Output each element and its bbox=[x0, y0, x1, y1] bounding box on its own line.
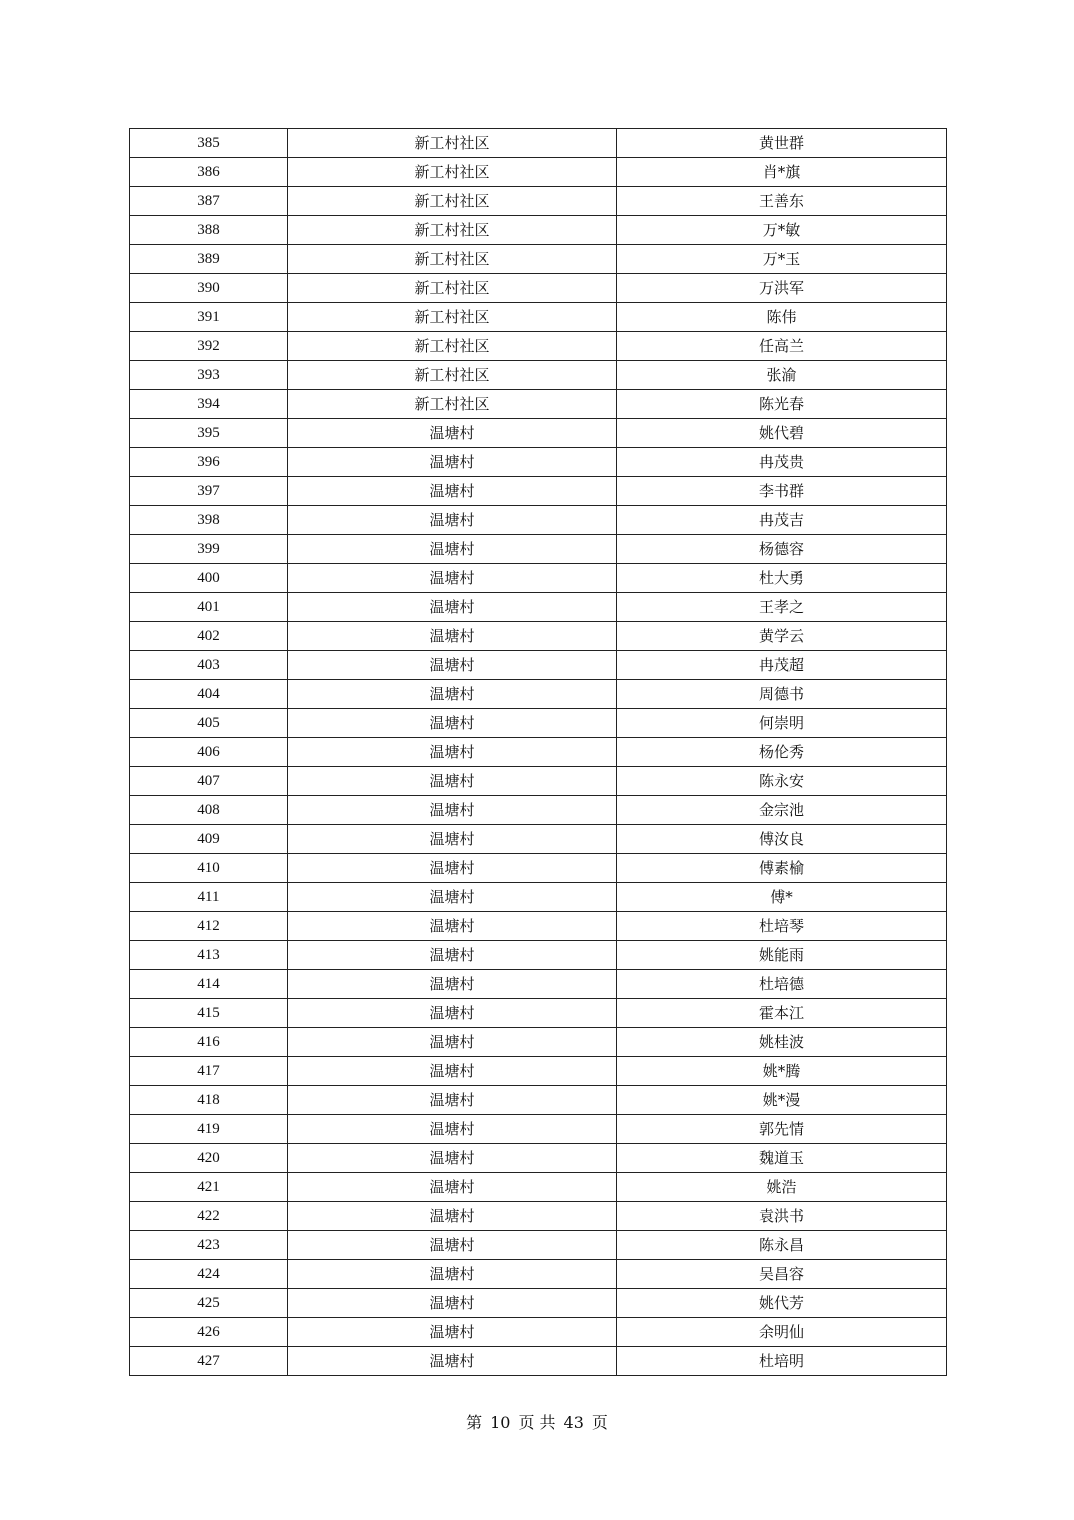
village-cell: 温塘村 bbox=[288, 535, 617, 564]
page-footer bbox=[0, 1410, 1074, 1433]
table-row bbox=[130, 883, 947, 912]
row-number-cell: 416 bbox=[130, 1028, 288, 1057]
row-number-cell: 426 bbox=[130, 1318, 288, 1347]
name-cell: 陈永安 bbox=[617, 767, 947, 796]
row-number-cell: 396 bbox=[130, 448, 288, 477]
village-cell: 温塘村 bbox=[288, 1057, 617, 1086]
village-cell: 温塘村 bbox=[288, 1115, 617, 1144]
row-number-cell: 411 bbox=[130, 883, 288, 912]
name-cell: 姚*腾 bbox=[617, 1057, 947, 1086]
footer-suffix: 页 bbox=[591, 1413, 608, 1432]
name-cell: 冉茂超 bbox=[617, 651, 947, 680]
name-cell: 郭先情 bbox=[617, 1115, 947, 1144]
name-cell: 姚代碧 bbox=[617, 419, 947, 448]
name-cell: 吴昌容 bbox=[617, 1260, 947, 1289]
village-cell: 温塘村 bbox=[288, 854, 617, 883]
village-cell: 温塘村 bbox=[288, 1231, 617, 1260]
village-cell: 温塘村 bbox=[288, 1173, 617, 1202]
name-cell: 陈伟 bbox=[617, 303, 947, 332]
name-cell: 肖*旗 bbox=[617, 158, 947, 187]
table-row bbox=[130, 187, 947, 216]
village-cell: 新工村社区 bbox=[288, 187, 617, 216]
table-row bbox=[130, 1057, 947, 1086]
name-cell: 黄世群 bbox=[617, 129, 947, 158]
row-number-cell: 405 bbox=[130, 709, 288, 738]
table-row bbox=[130, 419, 947, 448]
village-cell: 温塘村 bbox=[288, 1260, 617, 1289]
row-number-cell: 414 bbox=[130, 970, 288, 999]
table-row bbox=[130, 767, 947, 796]
table-row bbox=[130, 1260, 947, 1289]
row-number-cell: 401 bbox=[130, 593, 288, 622]
table-row bbox=[130, 274, 947, 303]
row-number-cell: 410 bbox=[130, 854, 288, 883]
table-row bbox=[130, 796, 947, 825]
row-number-cell: 404 bbox=[130, 680, 288, 709]
name-cell: 姚代芳 bbox=[617, 1289, 947, 1318]
village-cell: 温塘村 bbox=[288, 738, 617, 767]
row-number-cell: 419 bbox=[130, 1115, 288, 1144]
name-cell: 霍本江 bbox=[617, 999, 947, 1028]
village-cell: 温塘村 bbox=[288, 970, 617, 999]
name-cell: 姚*漫 bbox=[617, 1086, 947, 1115]
name-cell: 傅* bbox=[617, 883, 947, 912]
table-row bbox=[130, 738, 947, 767]
name-cell: 姚浩 bbox=[617, 1173, 947, 1202]
name-cell: 金宗池 bbox=[617, 796, 947, 825]
row-number-cell: 417 bbox=[130, 1057, 288, 1086]
row-number-cell: 390 bbox=[130, 274, 288, 303]
village-cell: 温塘村 bbox=[288, 941, 617, 970]
name-cell: 袁洪书 bbox=[617, 1202, 947, 1231]
row-number-cell: 406 bbox=[130, 738, 288, 767]
row-number-cell: 392 bbox=[130, 332, 288, 361]
table-row bbox=[130, 361, 947, 390]
name-cell: 杨伦秀 bbox=[617, 738, 947, 767]
row-number-cell: 399 bbox=[130, 535, 288, 564]
table-row bbox=[130, 1086, 947, 1115]
row-number-cell: 393 bbox=[130, 361, 288, 390]
village-cell: 温塘村 bbox=[288, 506, 617, 535]
table-row bbox=[130, 448, 947, 477]
village-cell: 新工村社区 bbox=[288, 332, 617, 361]
roster-table-body bbox=[130, 129, 947, 1376]
footer-prefix: 第 bbox=[466, 1413, 483, 1432]
village-cell: 新工村社区 bbox=[288, 274, 617, 303]
name-cell: 杜大勇 bbox=[617, 564, 947, 593]
village-cell: 温塘村 bbox=[288, 477, 617, 506]
name-cell: 杨德容 bbox=[617, 535, 947, 564]
village-cell: 温塘村 bbox=[288, 767, 617, 796]
row-number-cell: 422 bbox=[130, 1202, 288, 1231]
table-row bbox=[130, 1115, 947, 1144]
table-row bbox=[130, 564, 947, 593]
name-cell: 魏道玉 bbox=[617, 1144, 947, 1173]
table-row bbox=[130, 1231, 947, 1260]
row-number-cell: 415 bbox=[130, 999, 288, 1028]
table-row bbox=[130, 999, 947, 1028]
village-cell: 温塘村 bbox=[288, 1347, 617, 1376]
village-cell: 新工村社区 bbox=[288, 245, 617, 274]
table-row bbox=[130, 1289, 947, 1318]
table-row bbox=[130, 941, 947, 970]
name-cell: 姚能雨 bbox=[617, 941, 947, 970]
row-number-cell: 402 bbox=[130, 622, 288, 651]
table-row bbox=[130, 825, 947, 854]
village-cell: 温塘村 bbox=[288, 1028, 617, 1057]
row-number-cell: 413 bbox=[130, 941, 288, 970]
footer-page-number: 10 bbox=[490, 1413, 511, 1432]
village-cell: 温塘村 bbox=[288, 651, 617, 680]
table-row bbox=[130, 158, 947, 187]
village-cell: 温塘村 bbox=[288, 1144, 617, 1173]
row-number-cell: 400 bbox=[130, 564, 288, 593]
name-cell: 杜培明 bbox=[617, 1347, 947, 1376]
village-cell: 温塘村 bbox=[288, 999, 617, 1028]
village-cell: 新工村社区 bbox=[288, 129, 617, 158]
row-number-cell: 403 bbox=[130, 651, 288, 680]
row-number-cell: 412 bbox=[130, 912, 288, 941]
row-number-cell: 398 bbox=[130, 506, 288, 535]
name-cell: 周德书 bbox=[617, 680, 947, 709]
village-cell: 新工村社区 bbox=[288, 158, 617, 187]
name-cell: 冉茂吉 bbox=[617, 506, 947, 535]
row-number-cell: 386 bbox=[130, 158, 288, 187]
table-row bbox=[130, 709, 947, 738]
table-row bbox=[130, 535, 947, 564]
village-cell: 温塘村 bbox=[288, 796, 617, 825]
table-row bbox=[130, 912, 947, 941]
village-cell: 新工村社区 bbox=[288, 361, 617, 390]
name-cell: 万洪军 bbox=[617, 274, 947, 303]
village-cell: 温塘村 bbox=[288, 1086, 617, 1115]
row-number-cell: 424 bbox=[130, 1260, 288, 1289]
name-cell: 张渝 bbox=[617, 361, 947, 390]
table-row bbox=[130, 1202, 947, 1231]
table-row bbox=[130, 332, 947, 361]
table-row bbox=[130, 506, 947, 535]
name-cell: 杜培德 bbox=[617, 970, 947, 999]
table-row bbox=[130, 651, 947, 680]
name-cell: 任高兰 bbox=[617, 332, 947, 361]
row-number-cell: 397 bbox=[130, 477, 288, 506]
village-cell: 新工村社区 bbox=[288, 390, 617, 419]
village-cell: 温塘村 bbox=[288, 680, 617, 709]
table-row bbox=[130, 1318, 947, 1347]
village-cell: 温塘村 bbox=[288, 419, 617, 448]
row-number-cell: 391 bbox=[130, 303, 288, 332]
name-cell: 陈光春 bbox=[617, 390, 947, 419]
table-row bbox=[130, 129, 947, 158]
village-cell: 温塘村 bbox=[288, 825, 617, 854]
name-cell: 冉茂贵 bbox=[617, 448, 947, 477]
row-number-cell: 395 bbox=[130, 419, 288, 448]
row-number-cell: 407 bbox=[130, 767, 288, 796]
name-cell: 万*玉 bbox=[617, 245, 947, 274]
row-number-cell: 408 bbox=[130, 796, 288, 825]
row-number-cell: 388 bbox=[130, 216, 288, 245]
table-row bbox=[130, 622, 947, 651]
name-cell: 陈永昌 bbox=[617, 1231, 947, 1260]
row-number-cell: 425 bbox=[130, 1289, 288, 1318]
name-cell: 杜培琴 bbox=[617, 912, 947, 941]
village-cell: 新工村社区 bbox=[288, 303, 617, 332]
table-row bbox=[130, 1144, 947, 1173]
name-cell: 姚桂波 bbox=[617, 1028, 947, 1057]
village-cell: 新工村社区 bbox=[288, 216, 617, 245]
row-number-cell: 409 bbox=[130, 825, 288, 854]
name-cell: 王孝之 bbox=[617, 593, 947, 622]
village-cell: 温塘村 bbox=[288, 912, 617, 941]
row-number-cell: 389 bbox=[130, 245, 288, 274]
footer-total-pages: 43 bbox=[563, 1413, 584, 1432]
roster-table bbox=[129, 128, 947, 1376]
name-cell: 傅汝良 bbox=[617, 825, 947, 854]
row-number-cell: 427 bbox=[130, 1347, 288, 1376]
name-cell: 王善东 bbox=[617, 187, 947, 216]
village-cell: 温塘村 bbox=[288, 593, 617, 622]
row-number-cell: 418 bbox=[130, 1086, 288, 1115]
name-cell: 黄学云 bbox=[617, 622, 947, 651]
row-number-cell: 394 bbox=[130, 390, 288, 419]
village-cell: 温塘村 bbox=[288, 564, 617, 593]
table-row bbox=[130, 593, 947, 622]
table-row bbox=[130, 245, 947, 274]
table-row bbox=[130, 854, 947, 883]
table-row bbox=[130, 477, 947, 506]
name-cell: 何崇明 bbox=[617, 709, 947, 738]
table-row bbox=[130, 970, 947, 999]
name-cell: 万*敏 bbox=[617, 216, 947, 245]
table-row bbox=[130, 1347, 947, 1376]
row-number-cell: 385 bbox=[130, 129, 288, 158]
table-row bbox=[130, 216, 947, 245]
name-cell: 余明仙 bbox=[617, 1318, 947, 1347]
table-row bbox=[130, 1028, 947, 1057]
village-cell: 温塘村 bbox=[288, 1318, 617, 1347]
footer-mid: 页 共 bbox=[518, 1413, 556, 1432]
village-cell: 温塘村 bbox=[288, 709, 617, 738]
village-cell: 温塘村 bbox=[288, 448, 617, 477]
row-number-cell: 423 bbox=[130, 1231, 288, 1260]
name-cell: 傅素榆 bbox=[617, 854, 947, 883]
village-cell: 温塘村 bbox=[288, 1202, 617, 1231]
village-cell: 温塘村 bbox=[288, 622, 617, 651]
table-row bbox=[130, 1173, 947, 1202]
row-number-cell: 421 bbox=[130, 1173, 288, 1202]
village-cell: 温塘村 bbox=[288, 883, 617, 912]
row-number-cell: 420 bbox=[130, 1144, 288, 1173]
table-row bbox=[130, 303, 947, 332]
village-cell: 温塘村 bbox=[288, 1289, 617, 1318]
table-row bbox=[130, 680, 947, 709]
row-number-cell: 387 bbox=[130, 187, 288, 216]
table-row bbox=[130, 390, 947, 419]
name-cell: 李书群 bbox=[617, 477, 947, 506]
